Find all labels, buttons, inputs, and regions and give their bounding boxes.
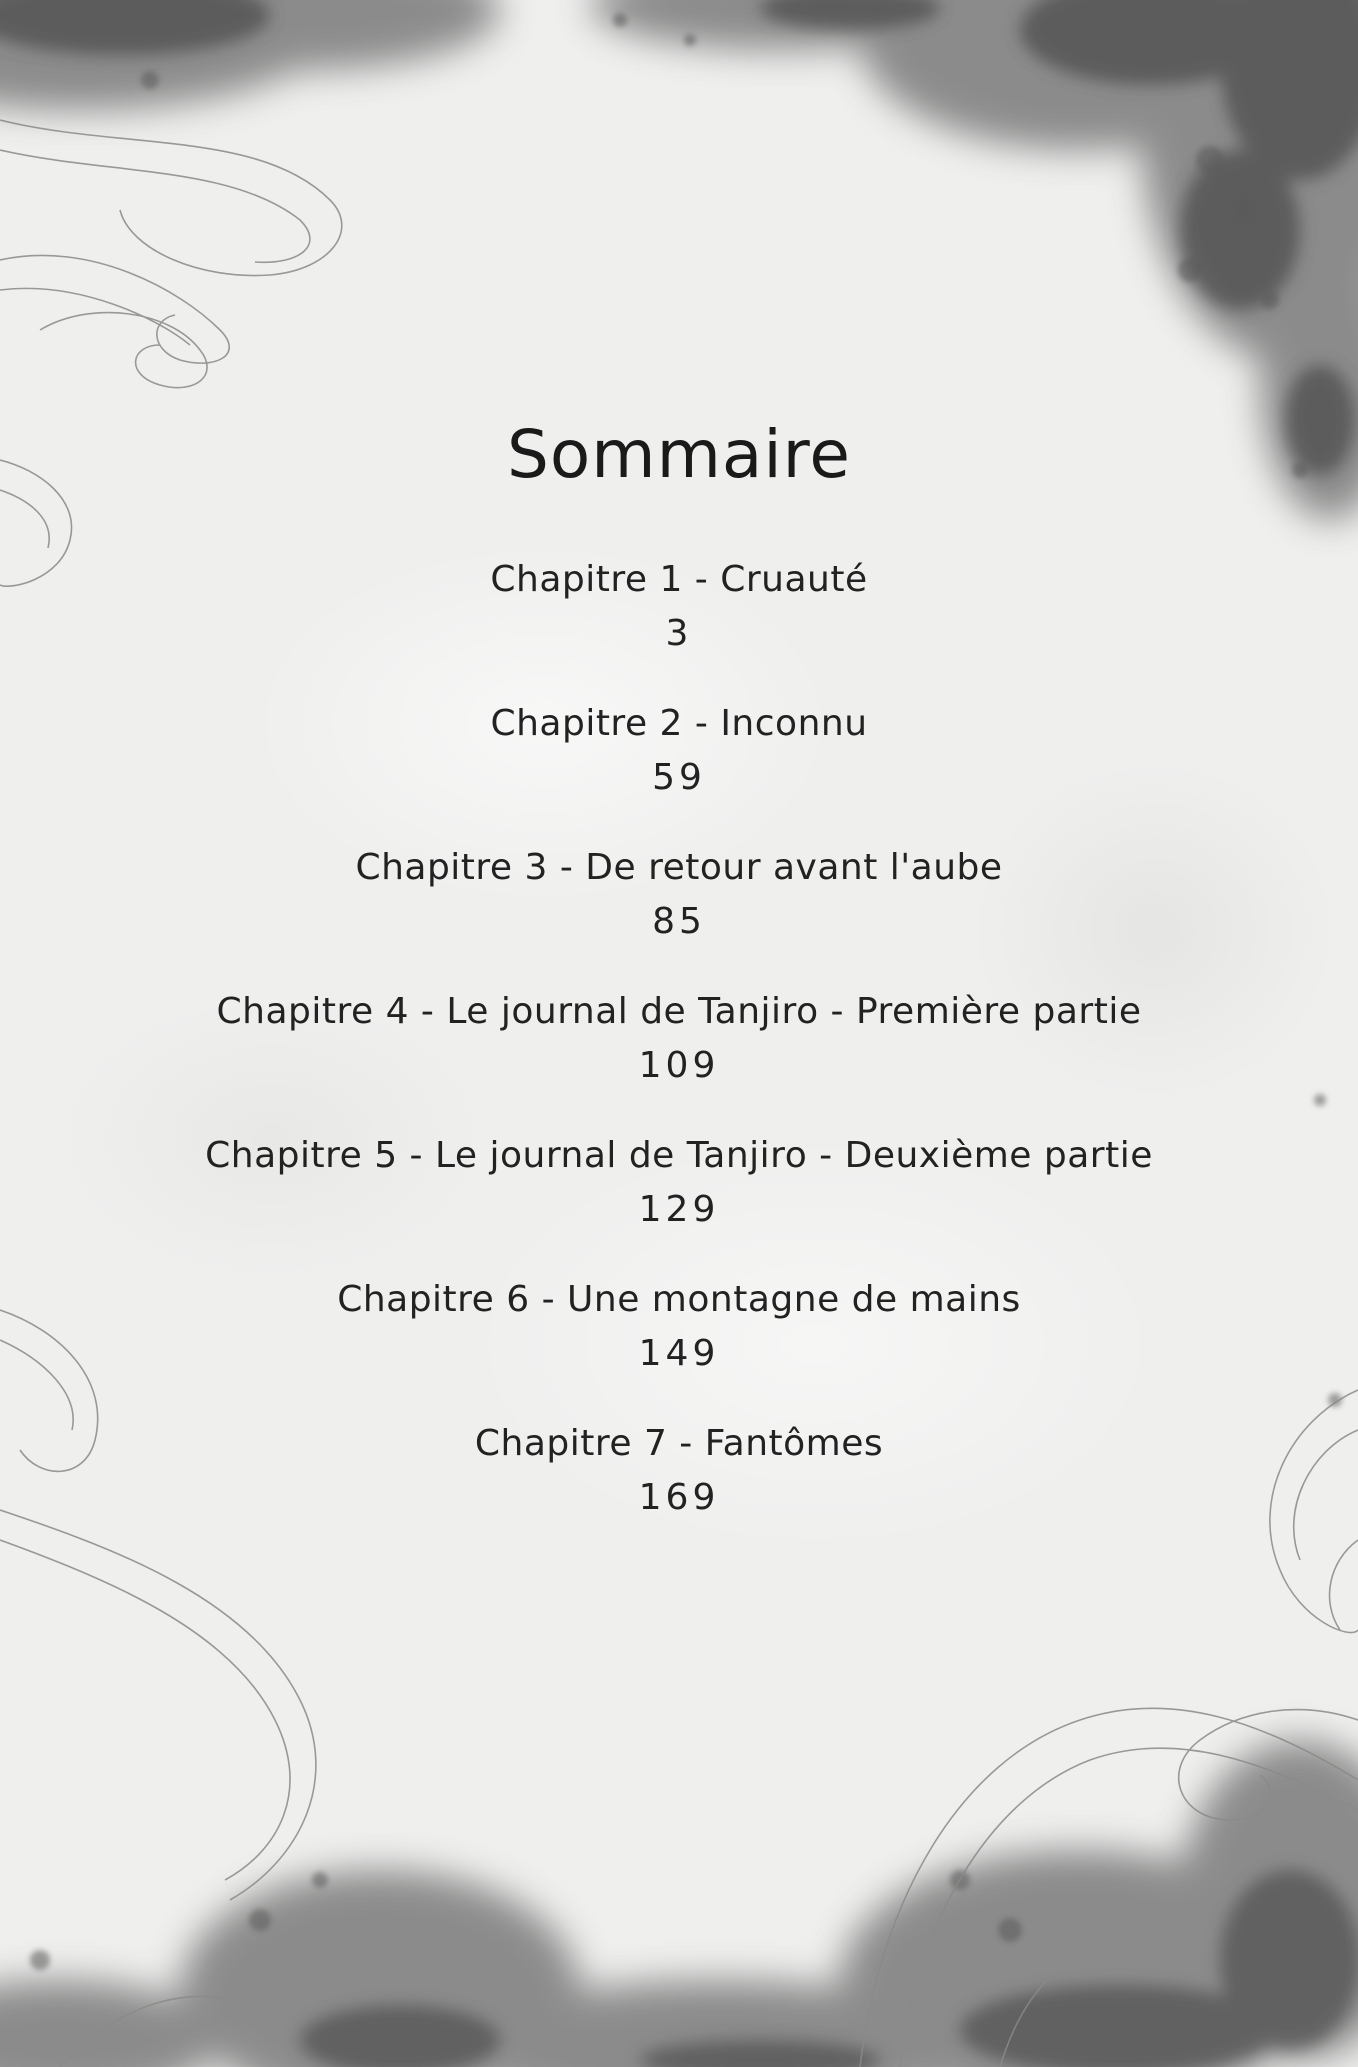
- chapter-title: Chapitre 6 - Une montagne de mains: [337, 1279, 1021, 1320]
- chapter-title: Chapitre 7 - Fantômes: [474, 1423, 884, 1464]
- toc-entry-3: [0, 840, 1358, 984]
- chapter-title: Chapitre 2 - Inconnu: [490, 703, 868, 744]
- chapter-page-number: 149: [638, 1333, 720, 1374]
- toc-title: Sommaire: [507, 416, 851, 493]
- toc-entry-5: [0, 1128, 1358, 1272]
- chapter-page-number: 85: [652, 901, 706, 942]
- chapter-page-number: 169: [638, 1477, 720, 1518]
- toc-entry-6: [0, 1272, 1358, 1416]
- chapter-page-number: 129: [638, 1189, 720, 1230]
- toc-entry-1: [0, 552, 1358, 696]
- table-of-contents: [0, 400, 1358, 1560]
- toc-entry-7: [0, 1416, 1358, 1560]
- toc-entry-2: [0, 696, 1358, 840]
- chapter-page-number: 109: [638, 1045, 720, 1086]
- chapter-title: Chapitre 4 - Le journal de Tanjiro - Première partie: [216, 991, 1142, 1032]
- toc-entry-4: [0, 984, 1358, 1128]
- chapter-page-number: 59: [652, 757, 706, 798]
- chapter-title: Chapitre 5 - Le journal de Tanjiro - Deuxième partie: [205, 1135, 1153, 1176]
- chapter-title: Chapitre 1 - Cruauté: [490, 559, 868, 600]
- chapter-title: Chapitre 3 - De retour avant l'aube: [355, 847, 1003, 888]
- toc-entries-list: [0, 552, 1358, 1560]
- chapter-page-number: 3: [665, 613, 693, 654]
